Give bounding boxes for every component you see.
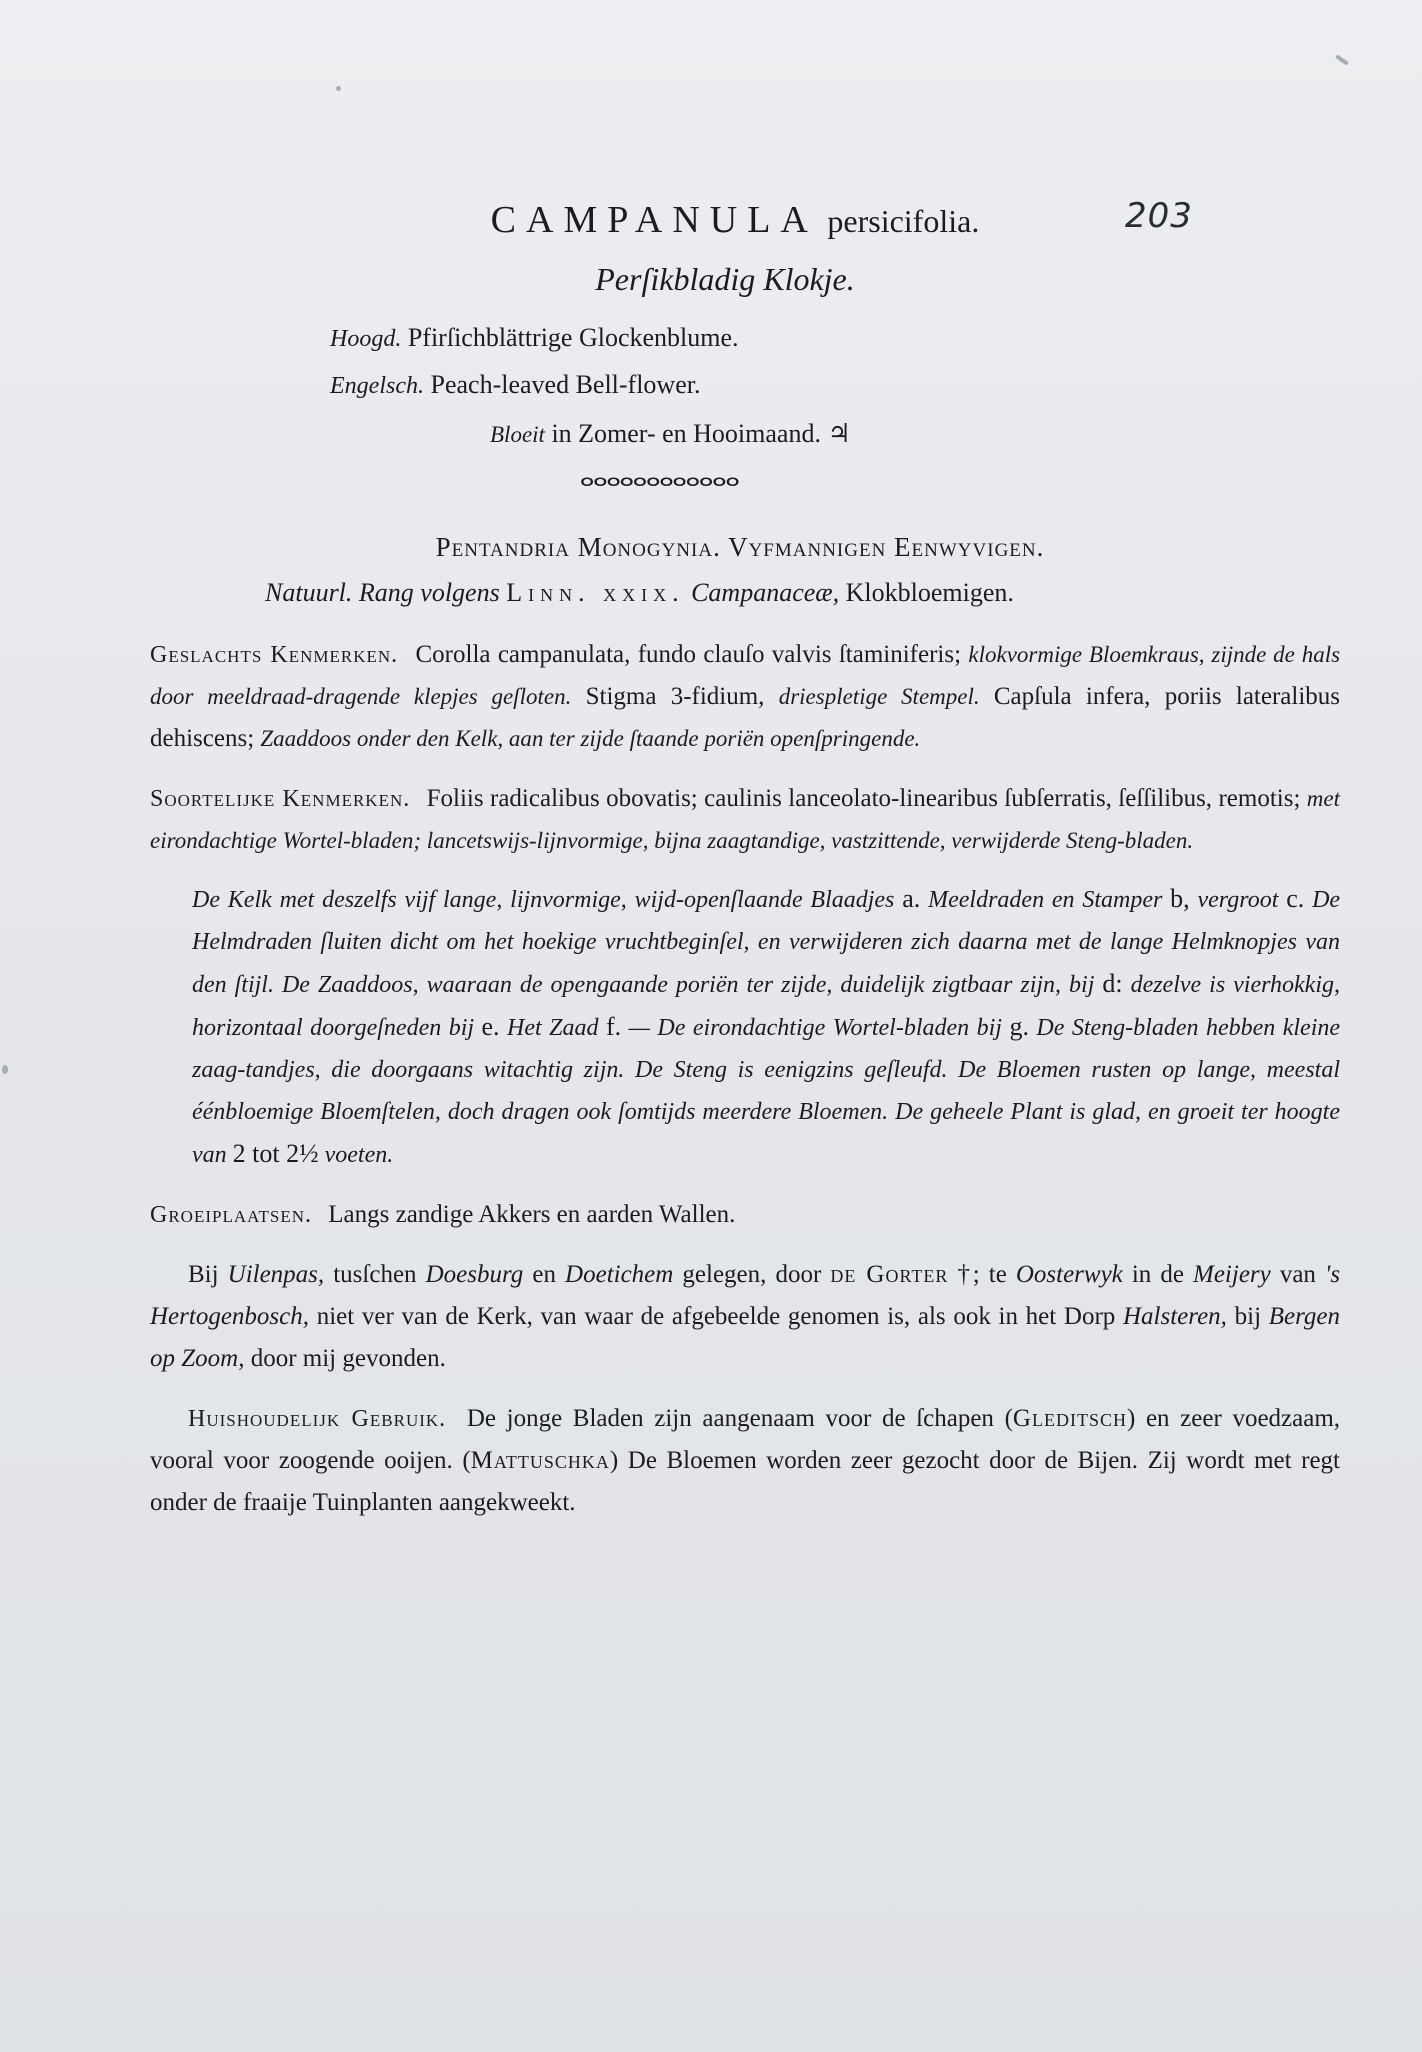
household-use bbox=[150, 1398, 1340, 1524]
genus-latin-1: Corolla campanulata, fundo clauſo valvis ſtaminiferis; bbox=[415, 641, 962, 668]
habitat bbox=[150, 1194, 1340, 1236]
paper-spot bbox=[336, 86, 341, 91]
linnaeus-ref: Linn. xxix. bbox=[506, 578, 685, 607]
habitat-label: Groeiplaatsen. bbox=[150, 1202, 313, 1228]
author-name: Mattuschka bbox=[470, 1447, 610, 1474]
description-text: De Steng-bladen hebben kleine zaag-tandjes, die doorgaans witachtig zijn. De Steng is eenigzins geſleufd. De Bloemen rusten op lange, meestal éénbloemige Bloemſtelen, doch dragen ook ſomtijds meerdere Bloemen. De geheele Plant is glad, en groeit ter hoogte van bbox=[192, 1015, 1341, 1168]
figure-letter: d: bbox=[1102, 969, 1123, 998]
description-text: voeten. bbox=[324, 1142, 394, 1168]
species-latin: Foliis radicalibus obovatis; caulinis lanceolato-linearibus ſubſerratis, ſeſſilibus, remotis; bbox=[426, 785, 1301, 812]
description-text: vergroot bbox=[1197, 887, 1279, 913]
description-text: — De eirondachtige Wortel-bladen bij bbox=[628, 1015, 1002, 1041]
height-value: 2 tot 2½ bbox=[232, 1139, 319, 1168]
bloom-value: in Zomer- en Hooimaand. bbox=[551, 419, 821, 448]
genus-dutch-2: driespletige Stempel. bbox=[778, 684, 980, 709]
place-name: Bergen op Zoom, bbox=[150, 1303, 1340, 1372]
common-names bbox=[330, 315, 1340, 409]
household-text: ) en zeer voedzaam, vooral voor zoogende ooijen. ( bbox=[150, 1405, 1341, 1474]
description-text: De Helmdraden ſluiten dicht om het hoekige vruchtbeginſel, en verwijderen zich daarna met de lange Helmknopjes van den ſtijl. De Zaaddoos, waaraan de opengaande poriën ter zijde, duidelijk zigtbaar zijn, bij bbox=[192, 887, 1341, 998]
figure-letter: f. bbox=[605, 1012, 622, 1041]
genus-latin-3: Capſula infera, poriis lateralibus dehiscens; bbox=[150, 683, 1341, 752]
locality-text: en bbox=[532, 1261, 556, 1288]
household-text: ) De Bloemen worden zeer gezocht door de Bijen. Zij wordt met regt onder de fraaije Tuinplanten aangekweekt. bbox=[150, 1447, 1340, 1516]
place-name: Doesburg bbox=[425, 1261, 524, 1288]
species-characters bbox=[150, 778, 1340, 862]
species-name: persicifolia. bbox=[827, 203, 980, 239]
genus-dutch-1: klokvormige Bloemkraus, zijnde de hals door meeldraad-dragende klepjes geſloten. bbox=[150, 642, 1341, 709]
description-text: dezelve is vierhokkig, horizontaal doorgeſneden bij bbox=[192, 972, 1340, 1041]
description-text: Het Zaad bbox=[507, 1015, 599, 1041]
locality-text: van bbox=[1279, 1261, 1316, 1288]
genus-name: CAMPANULA bbox=[490, 199, 818, 241]
german-label: Hoogd. bbox=[330, 326, 402, 352]
place-name: Halsteren, bbox=[1123, 1303, 1227, 1330]
natural-rank-lead: Natuurl. Rang volgens bbox=[265, 578, 500, 607]
bloom-label: Bloeit bbox=[490, 422, 545, 447]
locality-text: door mij gevonden. bbox=[250, 1345, 446, 1372]
species-characters-label: Soortelijke Kenmerken. bbox=[150, 786, 411, 812]
genus-characters bbox=[150, 634, 1340, 760]
place-name: 's Hertogenbosch, bbox=[150, 1261, 1341, 1330]
paper-spot bbox=[1335, 54, 1349, 65]
english-name-line bbox=[330, 362, 1340, 409]
locality-text: †; te bbox=[957, 1261, 1007, 1288]
figure-letter: e. bbox=[481, 1012, 500, 1041]
figure-letter: a. bbox=[902, 884, 921, 913]
species-dutch: met eirondachtige Wortel-bladen; lancetswijs-lijnvormige, bijna zaagtandige, vastzittende, verwijderde Steng-bladen. bbox=[150, 786, 1341, 853]
german-name-line bbox=[330, 315, 1340, 362]
figure-letter: b, bbox=[1170, 884, 1190, 913]
natural-rank bbox=[265, 570, 1340, 616]
figure-letter: c. bbox=[1286, 884, 1305, 913]
english-name: Peach-leaved Bell-flower. bbox=[430, 370, 701, 399]
genus-characters-label: Geslachts Kenmerken. bbox=[150, 642, 399, 668]
linnaean-class: Pentandria Monogynia. Vyfmannigen Eenwyvigen. bbox=[435, 532, 1045, 562]
document-body bbox=[150, 190, 1340, 1524]
family-dutch: Klokbloemigen. bbox=[845, 578, 1014, 607]
locality-text: Bij bbox=[188, 1261, 219, 1288]
dutch-name: Perſikbladig Klokje. bbox=[595, 261, 855, 297]
place-name: Uilenpas, bbox=[227, 1261, 325, 1288]
place-name: Meijery bbox=[1193, 1261, 1271, 1288]
genus-latin-2: Stigma 3-fidium, bbox=[585, 683, 765, 710]
household-use-label: Huishoudelijk Gebruik. bbox=[188, 1406, 447, 1432]
genus-dutch-3: Zaaddoos onder den Kelk, aan ter zijde ſtaande poriën openſpringende. bbox=[260, 726, 921, 751]
perennial-symbol-icon: ♃ bbox=[827, 419, 851, 448]
habitat-text: Langs zandige Akkers en aarden Wallen. bbox=[328, 1201, 736, 1228]
ornament-divider: ⴰⴰⴰⴰⴰⴰⴰⴰⴰⴰⴰⴰ bbox=[580, 467, 739, 492]
figure-letter: g. bbox=[1009, 1012, 1029, 1041]
handwritten-page-number: 203 bbox=[1125, 196, 1193, 236]
description-text: De Kelk met deszelfs vijf lange, lijnvormige, wijd-openſlaande Blaadjes bbox=[192, 887, 895, 913]
description-text: Meeldraden en Stamper bbox=[928, 887, 1163, 913]
place-name: Oosterwyk bbox=[1015, 1261, 1123, 1288]
locality-text: bij bbox=[1234, 1303, 1262, 1330]
author-name: Gleditsch bbox=[1012, 1405, 1127, 1432]
locality-text: niet ver van de Kerk, van waar de afgebeelde genomen is, als ook in het Dorp bbox=[316, 1303, 1116, 1330]
person-name: de Gorter bbox=[830, 1261, 949, 1288]
household-text: De jonge Bladen zijn aangenaam voor de ſchapen ( bbox=[466, 1405, 1013, 1432]
family-name: Campanaceæ, bbox=[691, 578, 840, 607]
locality-text: tusſchen bbox=[333, 1261, 417, 1288]
place-name: Doetichem bbox=[565, 1261, 674, 1288]
english-label: Engelsch. bbox=[330, 373, 424, 399]
paper-spot bbox=[2, 1065, 8, 1074]
locality-text: in de bbox=[1131, 1261, 1184, 1288]
localities bbox=[150, 1254, 1340, 1380]
german-name: Pfirſichblättrige Glockenblume. bbox=[407, 323, 739, 352]
figure-description bbox=[192, 878, 1340, 1176]
bloom-time bbox=[490, 409, 1340, 460]
locality-text: gelegen, door bbox=[682, 1261, 822, 1288]
